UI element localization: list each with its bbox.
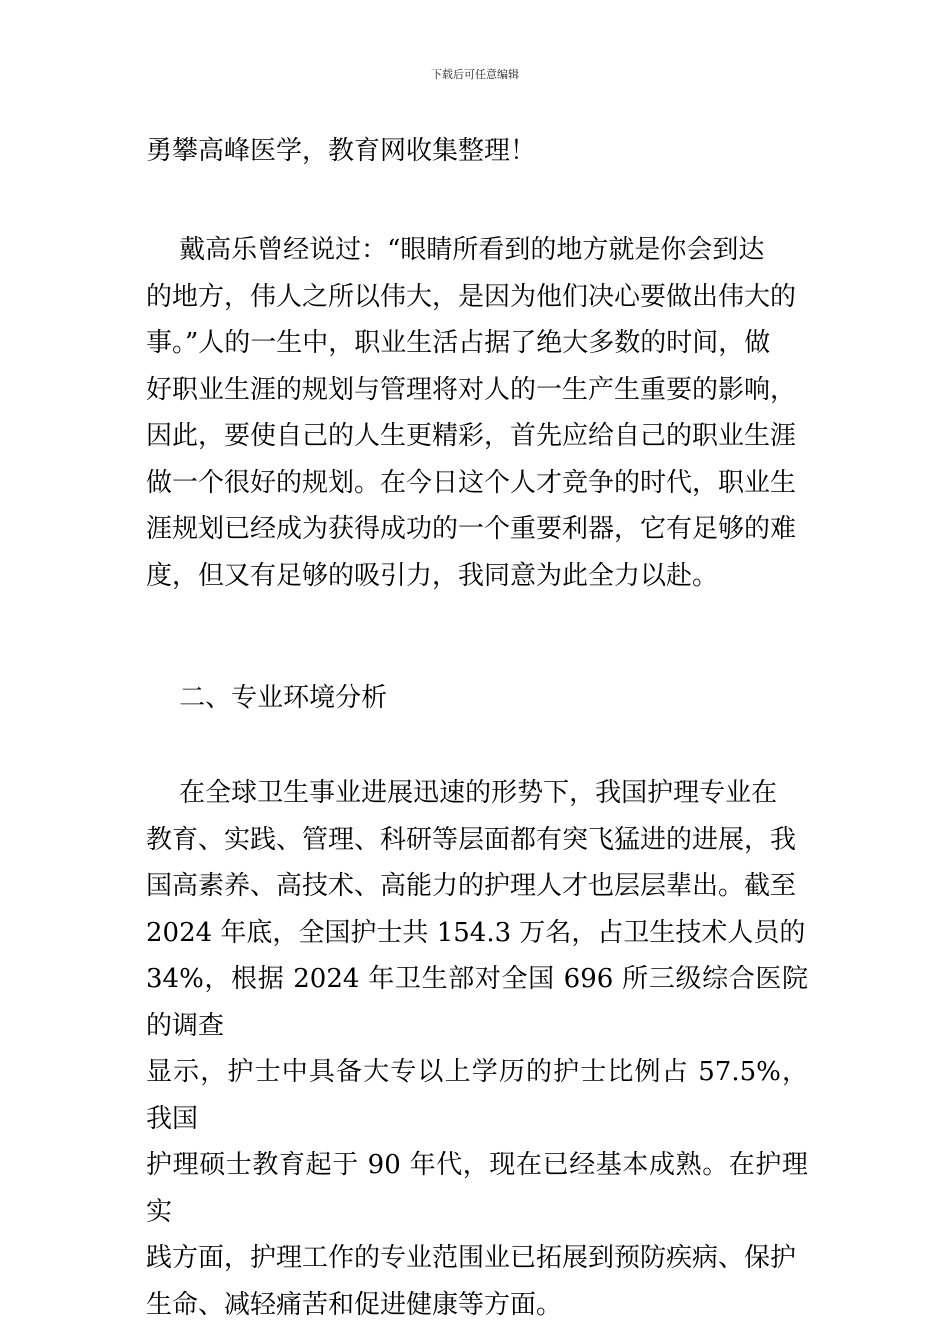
environment-paragraph: 在全球卫生事业进展迅速的形势下，我国护理专业在 教育、实践、管理、科研等层面都有突飞猛进的进展，我 国高素养、高技术、高能力的护理人才也层层辈出。截至 2024 年底，全国护士共 154.3 万名，占卫生技术人员的 34%，根据 2024 年卫生部对全国 696 所三级综合医院的调查 显示，护士中具备大专以上学历的护士比例占 57.5%，我国 护理硕士教育起于 90 年代，现在已经基本成熟。在护理实 践方面，护理工作的专业范围业已拓展到预防疾病、保护 生命、减轻痛苦和促进健康等方面。: [146, 778, 808, 1320]
quote-paragraph: 戴高乐曾经说过：“眼睛所看到的地方就是你会到达 的地方，伟人之所以伟大，是因为他们决心要做出伟大的 事。”人的一生中，职业生活占据了绝大多数的时间，做 好职业生涯的规划与管理将对人的一生产生重要的影响， 因此，要使自己的人生更精彩，首先应给自己的职业生涯 做一个很好的规划。在今日这个人才竞争的时代，职业生 涯规划已经成为获得成功的一个重要利器，它有足够的难 度，但又有足够的吸引力，我同意为此全力以赴。: [146, 235, 797, 591]
section-heading: 二、专业环境分析: [146, 683, 388, 713]
header-note: 下载后可任意编辑: [431, 68, 519, 81]
intro-line: 勇攀高峰医学，教育网收集整理！: [146, 136, 537, 166]
